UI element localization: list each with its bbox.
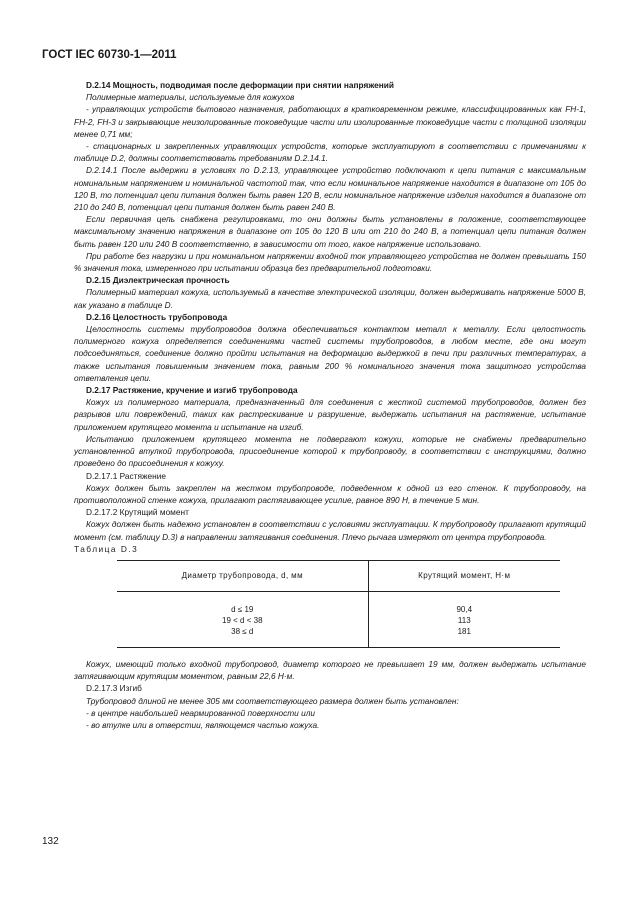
- paragraph: D.2.17.2 Крутящий момент: [86, 507, 189, 518]
- section-heading: D.2.15 Диэлектрическая прочность: [86, 275, 230, 286]
- paragraph: D.2.17.3 Изгиб: [86, 683, 142, 694]
- paragraph: Кожух должен быть надежно установлен в соответствии с условиями эксплуатации. К трубопроводу прилагают крутящий момент (см. таблицу D.3) в направлении затягивания соединения. Плечо рычага измеряют от центра трубопровода.: [74, 519, 586, 542]
- torque-cell: [368, 591, 560, 647]
- paragraph: - стационарных и закрепленных управляющих устройств, которые эксплуатируют в соответствии с примечаниями к таблице D.2, должны соответствовать требованиям D.2.14.1.: [74, 141, 586, 164]
- text-after-table: [74, 658, 586, 731]
- paragraph: Целостность системы трубопроводов должна обеспечиваться контактом металл к металлу. Если целостность полимерного кожуха определяется соединениями частей системы трубопроводов, в любом месте, где они могут подсоединяться, соединение должно пройти испытания на деформацию выдержкой в печи при различных температурах, а также испытания повышенным значением тока, равным 200 % номинального значения тока защитного устройства ответвления цепи.: [74, 324, 586, 383]
- torque-table: [117, 560, 560, 648]
- paragraph: Трубопровод длиной не менее 305 мм соответствующего размера должен быть установлен:: [86, 695, 459, 706]
- diameter-value: 38 ≤ d: [231, 626, 254, 636]
- diameter-value: d ≤ 19: [231, 604, 254, 614]
- paragraph: Полимерные материалы, используемые для кожухов: [86, 92, 295, 103]
- paragraph: Кожух из полимерного материала, предназначенный для соединения с жесткой системой трубопроводов, должен без разрывов или повреждений, таких как растрескивание и разрушение, выдержать испытания на растяжение, испытание приложением крутящего момента и испытание на изгиб.: [74, 397, 586, 432]
- paragraph: Полимерный материал кожуха, используемый в качестве электрической изоляции, должен выдерживать напряжение 5000 В, как указано в таблице D.: [74, 287, 586, 310]
- torque-value: 113: [457, 615, 471, 625]
- paragraph: D.2.17.1 Растяжение: [86, 470, 166, 481]
- section-heading: D.2.14 Мощность, подводимая после деформации при снятии напряжений: [86, 80, 394, 90]
- section-heading: D.2.16 Целостность трубопровода: [86, 311, 228, 322]
- paragraph: - во втулке или в отверстии, являющемся частью кожуха.: [86, 719, 320, 730]
- torque-value: 181: [457, 626, 471, 636]
- page-content: [74, 79, 586, 731]
- paragraph: Испытанию приложением крутящего момента не подвергают кожухи, которые не снабжены предварительно установленной втулкой трубопровода, присоединение которой к трубопроводу, в соответствии с инструкциями, должно проведено до присоединения к кожуху.: [74, 433, 586, 469]
- section-heading: D.2.17 Растяжение, кручение и изгиб трубопровода: [86, 385, 298, 396]
- table-caption: Таблица D.3: [74, 543, 139, 554]
- page-number: 132: [42, 836, 59, 847]
- torque-value: 90,4: [456, 604, 473, 614]
- paragraph: Кожух, имеющий только входной трубопровод, диаметр которого не превышает 19 мм, должен выдержать испытание затягивающим крутящим моментом, равным 22,6 Н·м.: [74, 658, 586, 682]
- diameter-value: 19 < d < 38: [222, 615, 263, 625]
- column-header-torque: Крутящий момент, Н·м: [368, 560, 560, 591]
- main-text: [74, 79, 586, 543]
- paragraph: - управляющих устройств бытового назначения, работающих в кратковременном режиме, классифицированных как FH-1, FH-2, FH-3 и закрывающие неизолированные токоведущие части или изолированные токоведущие части с толщиной изоляции менее 0,71 мм;: [74, 104, 586, 139]
- paragraph: При работе без нагрузки и при номинальном напряжении входной ток управляющего устройства не должен превышать 150 % значения тока, измеренного при испытании образца без предварительной подготовки.: [74, 250, 586, 274]
- document-header: ГОСТ IEC 60730-1—2011: [42, 49, 177, 61]
- paragraph: Если первичная цепь снабжена регулировками, то они должны быть установлены в положение, соответствующее максимальному значению напряжения в диапазоне от 105 до 120 В или от 210 до 240 В, а потенциал цепи питания должен быть равен 120 или 240 В соответственно, в зависимости от того, какое напряжение использовано.: [74, 214, 586, 249]
- diameter-cell: [117, 591, 368, 647]
- column-header-diameter: Диаметр трубопровода, d, мм: [117, 560, 368, 591]
- paragraph: Кожух должен быть закреплен на жестком трубопроводе, подведенном к одной из его стенок. К трубопроводу, на противоположной стенке кожуха, прилагают растягивающее усилие, равное 890 Н, в течение 5 мин.: [74, 482, 586, 505]
- paragraph: - в центре наибольшей неармированной поверхности или: [86, 707, 316, 718]
- paragraph: D.2.14.1 После выдержки в условиях по D.2.13, управляющее устройство подключают к цепи питания с максимальным номинальным напряжением и номинальной частотой так, что если номинальное напряжение находится в диапазоне от 105 до 120 В, то потенциал цепи питания должен быть равен 120 В, если номинальное напряжение изделия находится в диапазоне от 210 до 240 В, потенциал цепи питания должен быть равен 240 В.: [74, 165, 586, 213]
